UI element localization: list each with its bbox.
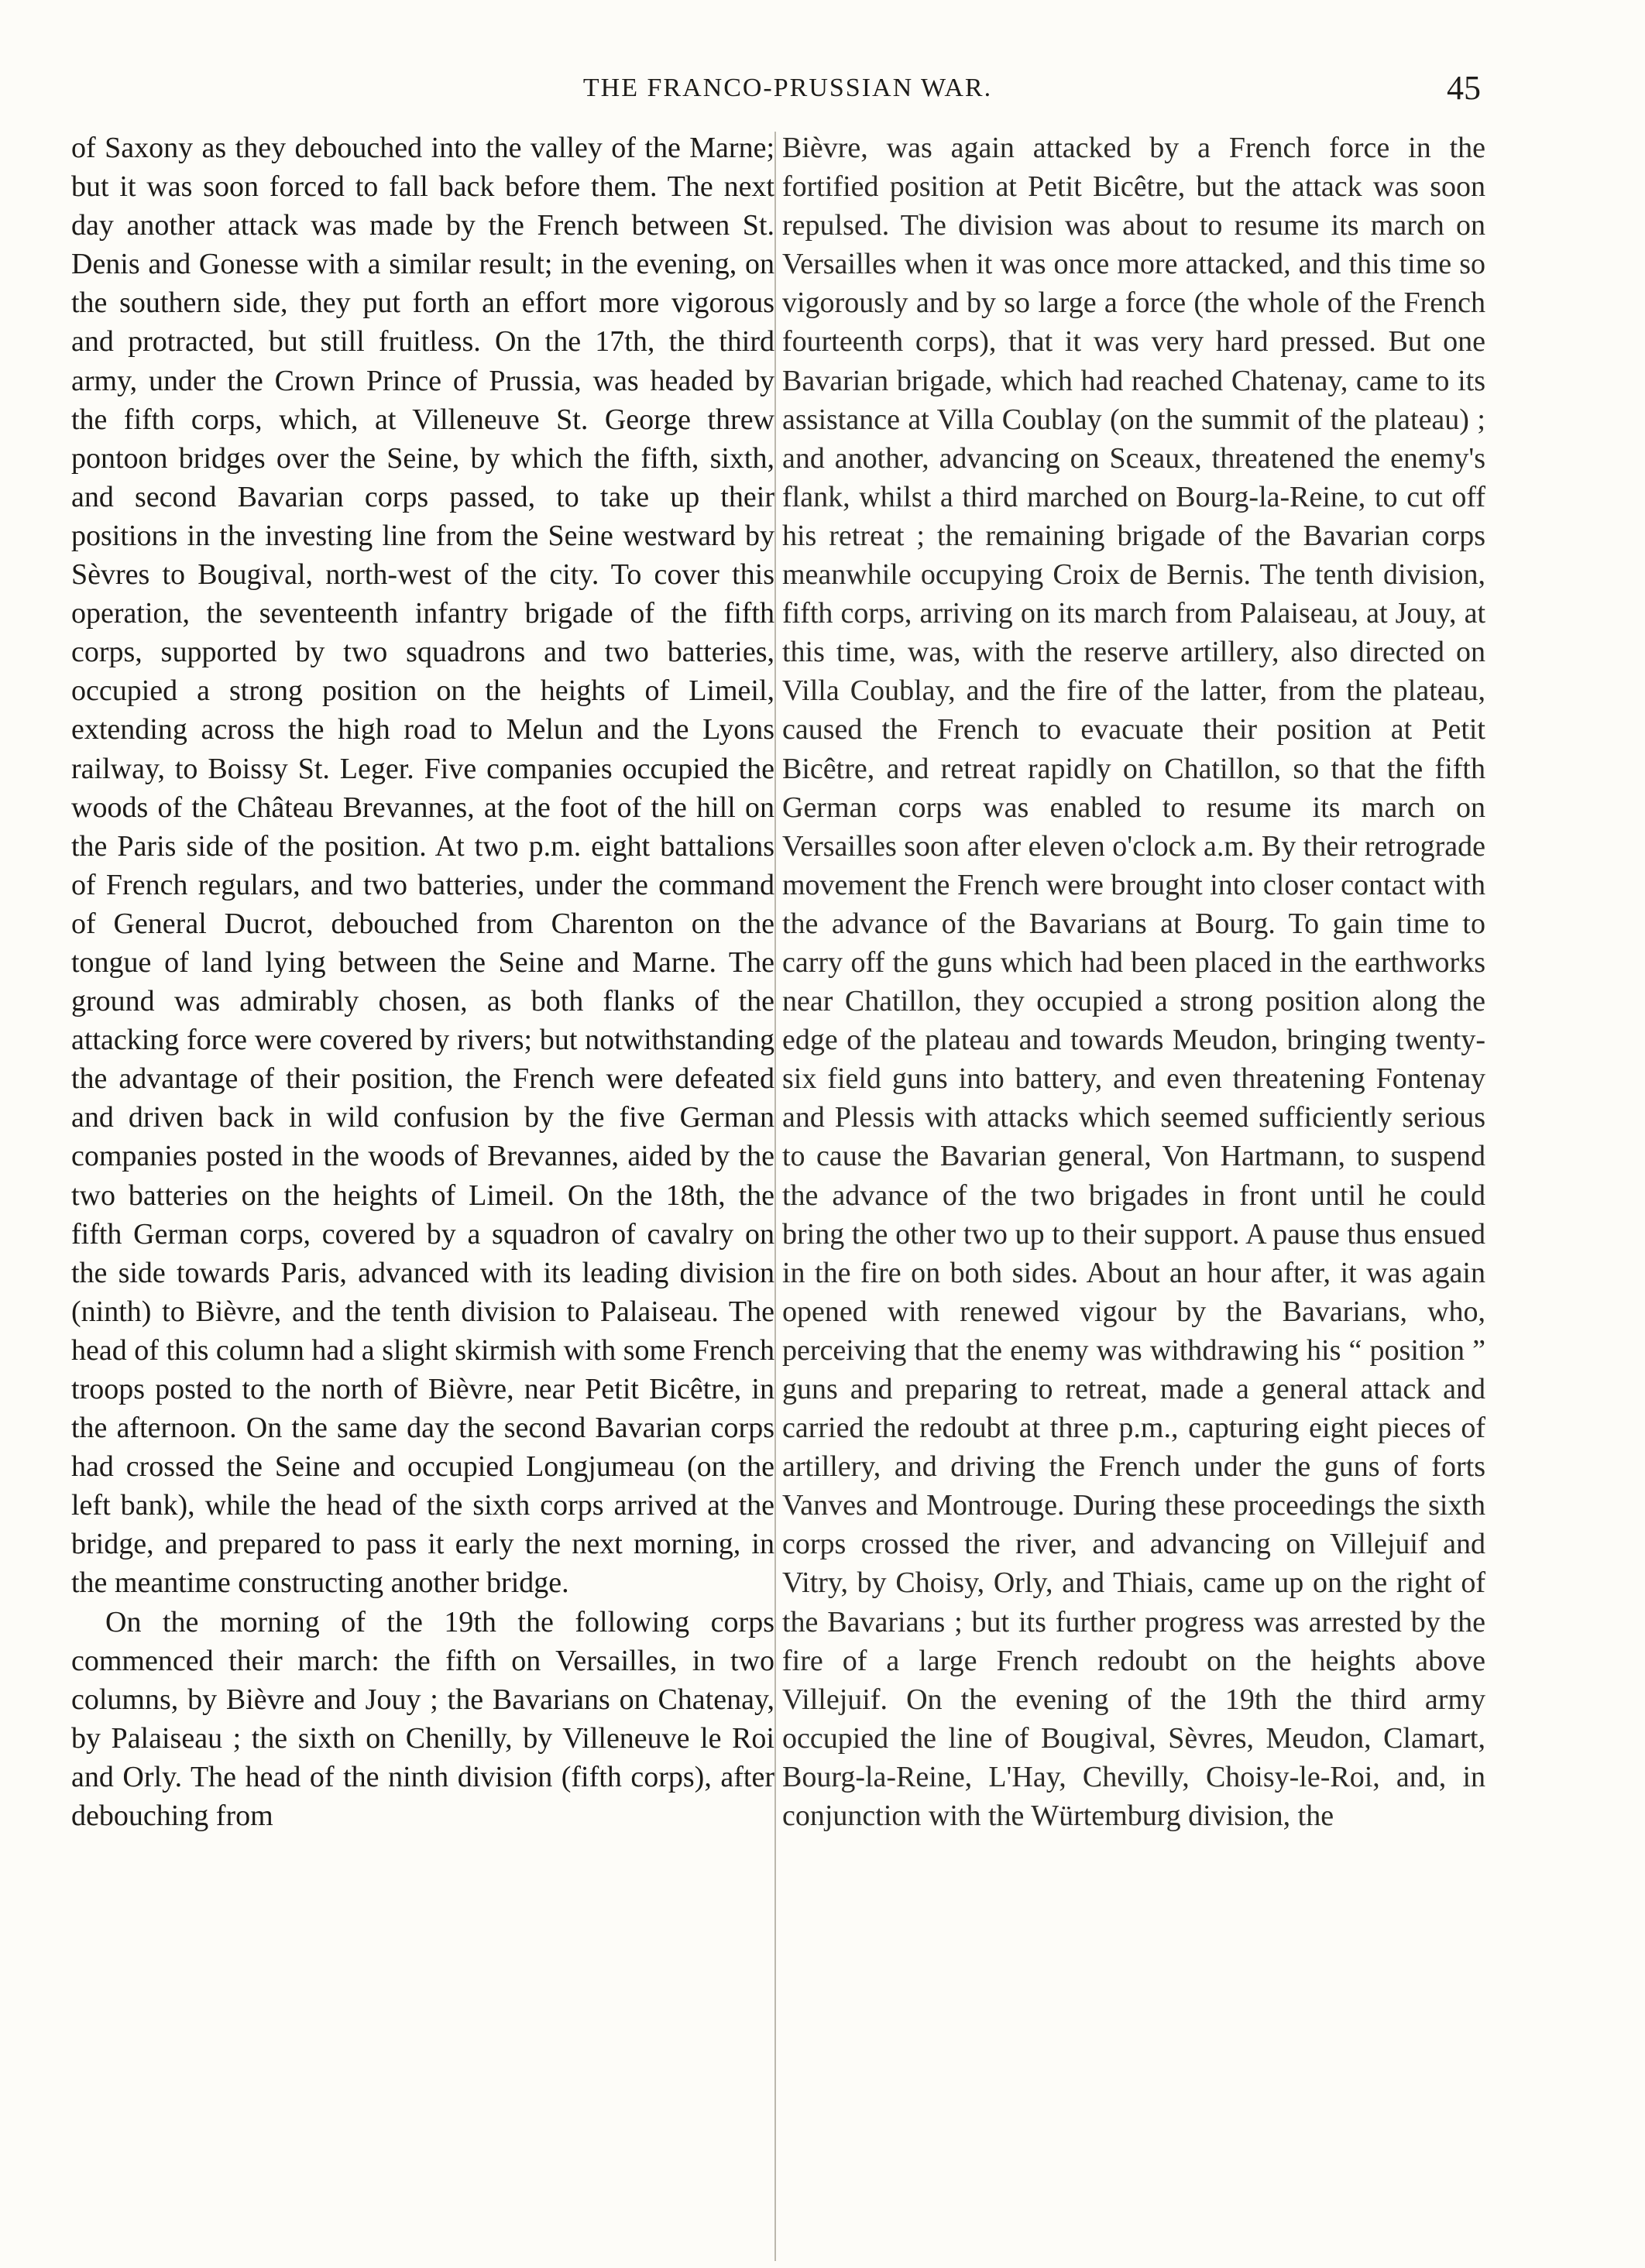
left-column <box>71 129 774 1835</box>
left-paragraph-2: On the morning of the 19th the following corps commenced their march: the fifth on Versailles, in two columns, by Bièvre and Jouy ; the Bavarians on Chatenay, by Palaiseau ; the sixth on Chenilly, by Villeneuve le Roi and Orly. The head of the ninth division (fifth corps), after debouching from <box>71 1605 774 1833</box>
running-head <box>71 65 1504 112</box>
right-column <box>782 129 1485 1835</box>
page-number: 45 <box>1447 69 1481 107</box>
running-title: THE FRANCO-PRUSSIAN WAR. <box>582 74 993 102</box>
left-paragraph-1: of Saxony as they debouched into the valley of the Marne; but it was soon forced to fall back before them. The next day another attack was made by the French between St. Denis and Gonesse with a similar result; in the evening, on the southern side, they put forth an effort more vigorous and protracted, but still fruitless. On the 17th, the third army, under the Crown Prince of Prussia, was headed by the fifth corps, which, at Villeneuve St. George threw pontoon bridges over the Seine, by which the fifth, sixth, and second Bavarian corps passed, to take up their positions in the investing line from the Seine westward by Sèvres to Bougival, north-west of the city. To cover this operation, the seventeenth infantry brigade of the fifth corps, supported by two squadrons and two batteries, occupied a strong position on the heights of Limeil, extending across the high road to Melun and the Lyons railway, to Boissy St. Leger. Five companies occupied the woods of the Château Brevannes, at the foot of the hill on the Paris side of the position. At two p.m. eight battalions of French regulars, and two batteries, under the command of General Ducrot, debouched from Charenton on the tongue of land lying between the Seine and Marne. The ground was admirably chosen, as both flanks of the attacking force were covered by rivers; but notwithstanding the advantage of their position, the French were defeated and driven back in wild confusion by the five German companies posted in the woods of Brevannes, aided by the two batteries on the heights of Limeil. On the 18th, the fifth German corps, covered by a squadron of cavalry on the side towards Paris, advanced with its leading division (ninth) to Bièvre, and the tenth division to Palaiseau. The head of this column had a slight skirmish with some French troops posted to the north of Bièvre, near Petit Bicêtre, in the afternoon. On the same day the second Bavarian corps had crossed the Seine and occupied Longjumeau (on the left bank), while the head of the sixth corps arrived at the bridge, and prepared to pass it early the next morning, in the meantime constructing another bridge. <box>71 132 774 1600</box>
right-paragraph-1: Bièvre, was again attacked by a French force in the fortified position at Petit Bicêtre, but the attack was soon repulsed. The division was about to resume its march on Versailles when it was once more attacked, and this time so vigorously and by so large a force (the whole of the French fourteenth corps), that it was very hard pressed. But one Bavarian brigade, which had reached Chatenay, came to its assistance at Villa Coublay (on the summit of the plateau) ; and another, advancing on Sceaux, threatened the enemy's flank, whilst a third marched on Bourg-la-Reine, to cut off his retreat ; the remaining brigade of the Bavarian corps meanwhile occupying Croix de Bernis. The tenth division, fifth corps, arriving on its march from Palaiseau, at Jouy, at this time, was, with the reserve artillery, also directed on Villa Coublay, and the fire of the latter, from the plateau, caused the French to evacuate their position at Petit Bicêtre, and retreat rapidly on Chatillon, so that the fifth German corps was enabled to resume its march on Versailles soon after eleven o'clock a.m. By their retrograde movement the French were brought into closer contact with the advance of the Bavarians at Bourg. To gain time to carry off the guns which had been placed in the earthworks near Chatillon, they occupied a strong position along the edge of the plateau and towards Meudon, bringing twenty-six field guns into battery, and even threatening Fontenay and Plessis with attacks which seemed sufficiently serious to cause the Bavarian general, Von Hartmann, to suspend the advance of the two brigades in front until he could bring the other two up to their support. A pause thus ensued in the fire on both sides. About an hour after, it was again opened with renewed vigour by the Bavarians, who, perceiving that the enemy was withdrawing his “ position ” guns and preparing to retreat, made a general attack and carried the redoubt at three p.m., capturing eight pieces of artillery, and driving the French under the guns of forts Vanves and Montrouge. During these proceedings the sixth corps crossed the river, and advancing on Villejuif and Vitry, by Choisy, Orly, and Thiais, came up on the right of the Bavarians ; but its further progress was arrested by the fire of a large French redoubt on the heights above Villejuif. On the evening of the 19th the third army occupied the line of Bougival, Sèvres, Meudon, Clamart, Bourg-la-Reine, L'Hay, Chevilly, Choisy-le-Roi, and, in conjunction with the Würtemburg division, the <box>782 132 1485 1833</box>
column-divider <box>774 132 776 2261</box>
